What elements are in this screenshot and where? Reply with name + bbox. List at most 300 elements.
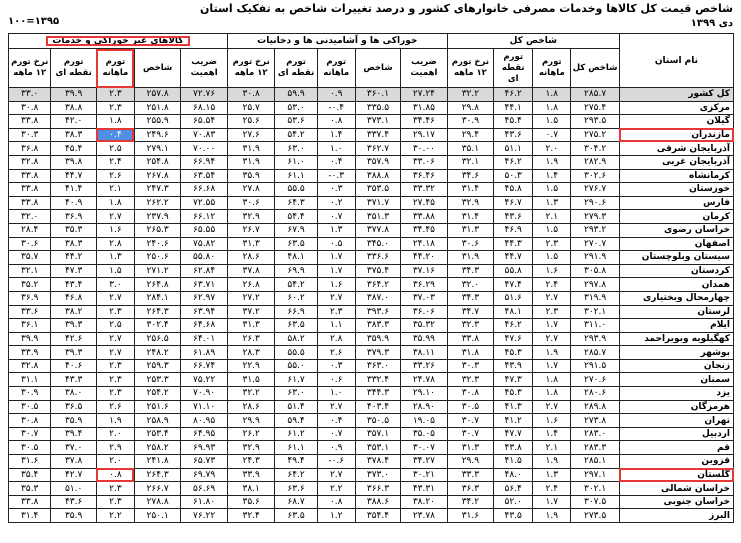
food-cell: ۶۱.۰: [275, 155, 317, 169]
food-cell: ۲۵.۶: [227, 115, 275, 129]
total-cell: ۰.۷: [533, 128, 571, 142]
total-cell: ۲۹۰.۶: [571, 196, 620, 210]
food-cell: ۶۳.۶: [275, 482, 317, 496]
table-row: [9, 155, 734, 169]
food-cell: ۳۳۶.۶: [355, 251, 400, 265]
province-cell: کرمان: [619, 210, 733, 224]
food-cell: ۳۲.۲: [227, 387, 275, 401]
province-cell: گیلان: [619, 115, 733, 129]
total-cell: ۲۷۵.۴: [571, 101, 620, 115]
food-cell: ۵۹.۴: [275, 414, 317, 428]
province-cell: کرمانشاه: [619, 169, 733, 183]
total-cell: ۴۵.۳: [494, 387, 533, 401]
nonfood-cell: ۵۵.۸۰: [181, 251, 227, 265]
nonfood-cell: ۷۲.۷۶: [181, 88, 227, 102]
total-cell: ۲۸۵.۷: [571, 346, 620, 360]
nonfood-cell: ۶۴.۶۸: [181, 319, 227, 333]
table-row: [9, 509, 734, 523]
table-row: [9, 223, 734, 237]
total-cell: ۳۴.۷: [447, 305, 494, 319]
food-cell: ۲۹.۱۷: [401, 128, 447, 142]
food-cell: ۲.۳: [317, 305, 355, 319]
total-cell: ۳۱.۹: [447, 251, 494, 265]
province-cell: چهارمحال وبختیاری: [619, 291, 733, 305]
total-cell: ۱.۳: [533, 196, 571, 210]
nonfood-cell: ۷۰.۸۳: [181, 128, 227, 142]
province-cell: ایلام: [619, 319, 733, 333]
total-cell: ۳۰۲.۶: [571, 169, 620, 183]
total-cell: ۳۵.۱: [447, 142, 494, 156]
food-cell: ۳۰.۸: [227, 88, 275, 102]
total-cell: ۲.۱: [533, 210, 571, 224]
province-cell: یزد: [619, 387, 733, 401]
col-header: تورم نقطه ای: [494, 49, 533, 88]
nonfood-cell: ۳۵.۳: [9, 482, 51, 496]
food-cell: ۳۲.۹: [227, 210, 275, 224]
nonfood-cell: ۲.۷: [96, 332, 134, 346]
food-cell: ۰.۶: [317, 373, 355, 387]
nonfood-cell: ۳۵.۹: [51, 414, 96, 428]
total-cell: ۱.۷: [533, 359, 571, 373]
nonfood-cell: ۳۹.۳: [51, 346, 96, 360]
total-cell: ۴۸.۱: [494, 305, 533, 319]
nonfood-cell: ۶۶.۶۸: [181, 183, 227, 197]
food-cell: ۲۷.۸: [227, 183, 275, 197]
nonfood-cell: ۷۰.۹۰: [181, 387, 227, 401]
nonfood-cell: ۳۲.۱: [9, 264, 51, 278]
nonfood-cell: ۱.۶: [96, 223, 134, 237]
total-cell: ۳۳.۸: [447, 332, 494, 346]
food-cell: ۴۴.۲۰: [401, 251, 447, 265]
food-cell: ۶۷.۹: [275, 223, 317, 237]
food-cell: ۵۹.۹: [275, 88, 317, 102]
nonfood-cell: ۳۳.۶: [9, 305, 51, 319]
col-header: شاخص: [134, 49, 180, 88]
food-cell: ۳۳.۸۸: [401, 210, 447, 224]
food-cell: ۲.۷: [317, 400, 355, 414]
food-cell: ۳۱.۳: [227, 319, 275, 333]
month-label: دی ۱۳۹۹: [690, 18, 733, 29]
food-cell: ۰.۷: [317, 427, 355, 441]
food-cell: ۰.۴: [317, 414, 355, 428]
food-cell: ۳۵.۳۲: [401, 319, 447, 333]
food-cell: ۱.۳: [317, 223, 355, 237]
food-cell: ۴۳.۳۱: [401, 482, 447, 496]
total-cell: ۲.۷: [533, 291, 571, 305]
nonfood-cell: ۲۵۰.۶: [134, 251, 180, 265]
total-cell: ۴۵.۸: [494, 183, 533, 197]
food-cell: ۳۱.۹: [227, 142, 275, 156]
nonfood-cell: ۲۴۰.۶: [134, 237, 180, 251]
total-cell: ۲.۴: [533, 482, 571, 496]
col-header: نرخ تورم ۱۲ ماهه: [9, 49, 51, 88]
nonfood-cell: ۶۳.۵۴: [181, 169, 227, 183]
food-cell: ۳۰.۲۱: [401, 468, 447, 482]
nonfood-cell: ۳۹.۹: [51, 88, 96, 102]
food-cell: ۳۵۳.۱: [355, 441, 400, 455]
food-cell: ۵۴.۲: [275, 128, 317, 142]
nonfood-cell: ۲۵۸.۲: [134, 441, 180, 455]
food-cell: ۵۴.۲: [275, 278, 317, 292]
total-cell: ۵۵.۸: [494, 264, 533, 278]
total-cell: ۴۱.۲: [494, 414, 533, 428]
nonfood-cell: ۳۵.۷: [9, 251, 51, 265]
food-cell: ۳۵۷.۹: [355, 155, 400, 169]
total-cell: ۲۸۳.۰: [571, 427, 620, 441]
food-cell: ۱.۷: [317, 264, 355, 278]
nonfood-cell: ۲.۷: [96, 346, 134, 360]
province-cell: زنجان: [619, 359, 733, 373]
food-cell: ۳۲.۹: [227, 441, 275, 455]
total-cell: ۲.۰: [533, 142, 571, 156]
food-cell: ۲.۲: [317, 482, 355, 496]
nonfood-cell: ۵۱.۰: [51, 482, 96, 496]
total-cell: ۳۴.۶: [447, 169, 494, 183]
inflation-table: [8, 33, 734, 523]
nonfood-cell: ۲.۹: [96, 441, 134, 455]
food-cell: ۱.۰: [317, 142, 355, 156]
food-cell: ۶۶.۹: [275, 305, 317, 319]
nonfood-cell: ۴۴.۷: [51, 169, 96, 183]
total-cell: ۲۹.۹: [447, 455, 494, 469]
food-cell: ۳۵۳.۵: [355, 183, 400, 197]
nonfood-cell: ۲.۲: [96, 509, 134, 523]
total-cell: ۱.۵: [533, 115, 571, 129]
food-cell: ۳۷۱.۷: [355, 196, 400, 210]
nonfood-cell: ۴۳.۶: [51, 495, 96, 509]
total-cell: ۲۷۳.۵: [571, 509, 620, 523]
nonfood-cell: ۳۵.۳: [51, 223, 96, 237]
total-cell: ۳۴.۳: [447, 264, 494, 278]
nonfood-cell: ۳۱.۱: [9, 373, 51, 387]
food-cell: ۳۵.۰۵: [401, 427, 447, 441]
total-cell: ۴۵.۴: [494, 115, 533, 129]
col-header: نرخ تورم ۱۲ ماهه: [447, 49, 494, 88]
total-cell: ۳۰.۹: [447, 115, 494, 129]
total-cell: ۱.۹: [533, 155, 571, 169]
nonfood-cell: ۸۰.۹۵: [181, 414, 227, 428]
col-header: ضریب اهمیت: [181, 49, 227, 88]
food-cell: ۲۹.۱۰: [401, 387, 447, 401]
province-cell: خراسان جنوبی: [619, 495, 733, 509]
nonfood-cell: ۳۷.۰: [51, 441, 96, 455]
total-cell: ۴۴.۳: [494, 237, 533, 251]
food-cell: ۳۶۳.۰: [355, 359, 400, 373]
nonfood-cell: ۴۶.۸: [51, 291, 96, 305]
total-cell: ۴۴.۷: [494, 251, 533, 265]
table-row: [9, 291, 734, 305]
total-cell: ۳۰۴.۲: [571, 142, 620, 156]
food-cell: ۳۸.۲۰: [401, 495, 447, 509]
food-cell: ۲۶.۷: [227, 223, 275, 237]
report-title: شاخص قیمت کل کالاها وخدمات مصرفی خانوارهای کشور و درصد تغییرات شاخص به تفکیک استان: [200, 2, 733, 15]
total-cell: ۲۸۵.۱: [571, 455, 620, 469]
total-cell: ۳۲.۲: [447, 88, 494, 102]
total-cell: ۲۹۳.۲: [571, 223, 620, 237]
nonfood-cell: ۲۶۲.۲: [134, 196, 180, 210]
food-cell: ۵۵.۰: [275, 359, 317, 373]
total-cell: ۳۱.۸: [447, 346, 494, 360]
total-cell: ۳۱۱.۰: [571, 319, 620, 333]
nonfood-cell: ۳۶.۱: [9, 319, 51, 333]
total-cell: ۲.۷: [533, 400, 571, 414]
food-cell: ۳۶.۰۶: [401, 305, 447, 319]
nonfood-cell: ۲.۷: [96, 210, 134, 224]
nonfood-cell: ۲۴۱.۸: [134, 455, 180, 469]
total-cell: ۴۱.۵: [494, 455, 533, 469]
nonfood-cell: ۲۵۱.۸: [134, 101, 180, 115]
nonfood-cell: ۳۷.۸: [51, 455, 96, 469]
total-cell: ۱.۶: [533, 414, 571, 428]
food-cell: ۳۷۵.۴: [355, 264, 400, 278]
table-row: [9, 196, 734, 210]
total-cell: ۴۷.۶: [494, 332, 533, 346]
nonfood-cell: ۲۵۵.۹: [134, 115, 180, 129]
province-header: نام استان: [619, 34, 733, 88]
food-cell: ۳۷.۰۳: [401, 291, 447, 305]
food-cell: ۴۰۳.۴: [355, 400, 400, 414]
total-cell: ۱.۵: [533, 251, 571, 265]
nonfood-cell: ۳۵.۹: [51, 509, 96, 523]
total-cell: ۵۰.۳: [494, 169, 533, 183]
province-cell: همدان: [619, 278, 733, 292]
food-cell: ۳۵۴.۴: [355, 509, 400, 523]
province-cell: تهران: [619, 414, 733, 428]
nonfood-cell: ۷۲.۵۵: [181, 196, 227, 210]
nonfood-cell: ۳۳.۰: [9, 88, 51, 102]
food-cell: ۰.۷: [317, 210, 355, 224]
nonfood-cell: ۳۲.۸: [9, 359, 51, 373]
province-cell: فارس: [619, 196, 733, 210]
total-cell: ۲۸۳.۳: [571, 441, 620, 455]
nonfood-cell: ۴۲.۰: [51, 115, 96, 129]
table-row: [9, 305, 734, 319]
table-row: [9, 414, 734, 428]
nonfood-cell: ۲۷۱.۲: [134, 264, 180, 278]
nonfood-cell: ۲.۵: [96, 319, 134, 333]
food-cell: ۳۷۷.۸: [355, 223, 400, 237]
total-cell: ۳۰۲.۱: [571, 482, 620, 496]
food-cell: ۲۴.۷۸: [401, 373, 447, 387]
food-cell: ۳۹۳.۶: [355, 305, 400, 319]
province-cell: کهگیلویه وبویراحمد: [619, 332, 733, 346]
nonfood-cell: ۲۵۰.۱: [134, 509, 180, 523]
nonfood-cell: ۱.۵: [96, 264, 134, 278]
total-cell: ۳۴.۲: [447, 495, 494, 509]
nonfood-cell: ۲۵۴.۸: [134, 155, 180, 169]
nonfood-cell: ۲.۳: [96, 359, 134, 373]
nonfood-cell: ۳۲.۸: [9, 155, 51, 169]
nonfood-group-header: [9, 34, 228, 49]
nonfood-cell: ۲۵۷.۸: [134, 88, 180, 102]
food-cell: ۳۵۹.۹: [355, 332, 400, 346]
nonfood-cell: ۴۴.۲: [51, 251, 96, 265]
total-cell: ۱.۹: [533, 346, 571, 360]
nonfood-cell: ۳۸.۲: [51, 305, 96, 319]
total-cell: ۴۳.۹: [494, 359, 533, 373]
table-row: [9, 468, 734, 482]
food-cell: ۶۱.۷: [275, 373, 317, 387]
total-cell: ۳۴.۳: [447, 291, 494, 305]
province-cell: آذربایجان شرقی: [619, 142, 733, 156]
food-cell: ۳۵.۶: [227, 495, 275, 509]
total-cell: ۳۲.۰: [447, 278, 494, 292]
total-cell: ۲۹۱.۹: [571, 251, 620, 265]
food-cell: ۱.۱: [317, 319, 355, 333]
nonfood-cell: ۷۱.۱۰: [181, 400, 227, 414]
table-row: [9, 183, 734, 197]
food-cell: ۲.۸: [317, 332, 355, 346]
nonfood-cell: ۳۲.۰: [9, 210, 51, 224]
food-cell: ۲۷.۲: [227, 291, 275, 305]
food-cell: ۰.۵: [317, 237, 355, 251]
nonfood-cell: ۷۰.۰۰: [181, 142, 227, 156]
col-header: تورم نقطه ای: [51, 49, 96, 88]
total-cell: ۴۴.۱: [494, 101, 533, 115]
total-cell: ۲۹۷.۱: [571, 468, 620, 482]
food-cell: ۳۷.۱۶: [401, 264, 447, 278]
food-cell: ۳۸.۱۱: [401, 346, 447, 360]
food-cell: ۶۱.۱: [275, 169, 317, 183]
table-row: [9, 482, 734, 496]
food-cell: ۰.۲: [317, 196, 355, 210]
nonfood-cell: ۳۸.۸: [51, 101, 96, 115]
nonfood-cell: ۷۶.۲۲: [181, 509, 227, 523]
total-cell: ۲۸۲.۹: [571, 155, 620, 169]
food-cell: ۵۳.۶: [275, 115, 317, 129]
nonfood-cell: ۶۸.۱۵: [181, 101, 227, 115]
food-cell: ۳۴.۴۶: [401, 115, 447, 129]
nonfood-cell: ۳۳.۸: [9, 495, 51, 509]
nonfood-cell: ۲۵۳.۴: [134, 427, 180, 441]
table-row: [9, 495, 734, 509]
table-row: [9, 88, 734, 102]
total-cell: ۲۹.۸: [447, 101, 494, 115]
food-cell: ۳۰.۶: [227, 196, 275, 210]
total-cell: ۲۷۶.۷: [571, 183, 620, 197]
total-cell: ۳۱.۴: [447, 183, 494, 197]
nonfood-cell: ۲.۳: [96, 88, 134, 102]
nonfood-cell: ۲۴۷.۳: [134, 183, 180, 197]
food-cell: ۳۱.۹: [227, 155, 275, 169]
food-cell: ۲۸.۶: [227, 251, 275, 265]
food-cell: ۳۷۳.۱: [355, 115, 400, 129]
total-cell: ۴۶.۹: [494, 223, 533, 237]
total-cell: ۲۷۰.۶: [571, 373, 620, 387]
nonfood-cell: ۳۰.۳: [9, 128, 51, 142]
food-cell: ۲۷.۴۵: [401, 196, 447, 210]
table-row: [9, 455, 734, 469]
food-cell: ۲۷.۲۴: [401, 88, 447, 102]
total-cell: ۳۳.۳: [447, 468, 494, 482]
food-cell: ۳۶۴.۲: [355, 278, 400, 292]
nonfood-cell: ۲.۴: [96, 155, 134, 169]
nonfood-cell: ۳۹.۹: [9, 332, 51, 346]
total-cell: ۴۶.۷: [494, 196, 533, 210]
nonfood-cell: ۲۵۱.۶: [134, 400, 180, 414]
table-row: [9, 101, 734, 115]
food-cell: ۲۴.۱۸: [401, 237, 447, 251]
total-cell: ۳۰.۳: [447, 359, 494, 373]
nonfood-cell: ۳۳.۸: [9, 115, 51, 129]
nonfood-cell: ۳۳.۹: [9, 346, 51, 360]
total-cell: ۱.۹: [533, 455, 571, 469]
nonfood-cell: ۲.۰: [96, 455, 134, 469]
total-group-header: شاخص کل: [447, 34, 619, 49]
total-cell: ۱.۷: [533, 319, 571, 333]
food-cell: ۳۸۸.۶: [355, 495, 400, 509]
food-cell: ۰.۸: [317, 115, 355, 129]
food-cell: ۱.۰: [317, 387, 355, 401]
nonfood-cell: ۶۱.۸۹: [181, 346, 227, 360]
total-cell: ۲.۴: [533, 278, 571, 292]
nonfood-cell: ۳۳.۸: [9, 196, 51, 210]
food-cell: ۳۰.۰۰: [401, 142, 447, 156]
nonfood-cell: ۲.۶: [96, 169, 134, 183]
food-cell: ۳۴.۲۷: [401, 455, 447, 469]
food-cell: ۲۴.۳: [227, 455, 275, 469]
food-cell: ۳۴۴.۳: [355, 387, 400, 401]
total-cell: ۴۳.۵: [494, 509, 533, 523]
nonfood-cell: ۲.۶: [96, 400, 134, 414]
table-row: [9, 115, 734, 129]
nonfood-cell: ۱.۸: [96, 196, 134, 210]
nonfood-cell: ۳۰۲.۴: [134, 319, 180, 333]
food-cell: ۳۸۸.۸: [355, 169, 400, 183]
nonfood-cell: ۶۳.۹۴: [181, 305, 227, 319]
food-cell: ۳۱.۳: [227, 237, 275, 251]
total-cell: ۳۰۵.۸: [571, 264, 620, 278]
nonfood-cell: ۳۰.۵: [9, 400, 51, 414]
nonfood-cell: ۳۳.۸: [9, 183, 51, 197]
food-cell: ۶۳.۰: [275, 142, 317, 156]
total-cell: ۴۷.۴: [494, 278, 533, 292]
nonfood-cell: ۶۱.۸۰: [181, 495, 227, 509]
nonfood-cell: ۰.۸: [96, 468, 134, 482]
total-cell: ۲۷۰.۷: [571, 237, 620, 251]
nonfood-cell: ۲۶۴.۳: [134, 468, 180, 482]
food-cell: ۶۹.۹: [275, 264, 317, 278]
food-cell: ۲۷.۶: [227, 128, 275, 142]
province-cell: کردستان: [619, 264, 733, 278]
total-cell: ۱.۴: [533, 169, 571, 183]
table-row: [9, 359, 734, 373]
food-cell: ۳۵.۹۹: [401, 332, 447, 346]
nonfood-cell: ۳۰.۶: [9, 237, 51, 251]
total-cell: ۳۰.۷: [447, 427, 494, 441]
nonfood-cell: ۶۲.۸۴: [181, 264, 227, 278]
province-cell: کل کشور: [619, 88, 733, 102]
food-cell: ۲۳.۷۸: [401, 509, 447, 523]
nonfood-cell: ۷۵.۸۲: [181, 237, 227, 251]
nonfood-cell: ۲۶۶.۷: [134, 482, 180, 496]
province-cell: قزوین: [619, 455, 733, 469]
food-cell: ۳۷۸.۴: [355, 455, 400, 469]
total-cell: ۲۷۵.۲: [571, 128, 620, 142]
food-cell: ۳۶۲.۷: [355, 142, 400, 156]
total-cell: ۳۲.۳: [447, 319, 494, 333]
nonfood-cell: ۲.۳: [96, 387, 134, 401]
food-cell: ۶۳.۵: [275, 509, 317, 523]
food-cell: ۳۶.۲۹: [401, 278, 447, 292]
food-cell: ۳۸۷.۰: [355, 291, 400, 305]
total-cell: ۱.۵: [533, 223, 571, 237]
total-cell: ۳۰.۷: [447, 414, 494, 428]
nonfood-cell: ۶۶.۱۲: [181, 210, 227, 224]
nonfood-cell: ۲۷۸.۸: [134, 495, 180, 509]
province-cell: اصفهان: [619, 237, 733, 251]
food-cell: ۴۸.۱: [275, 251, 317, 265]
